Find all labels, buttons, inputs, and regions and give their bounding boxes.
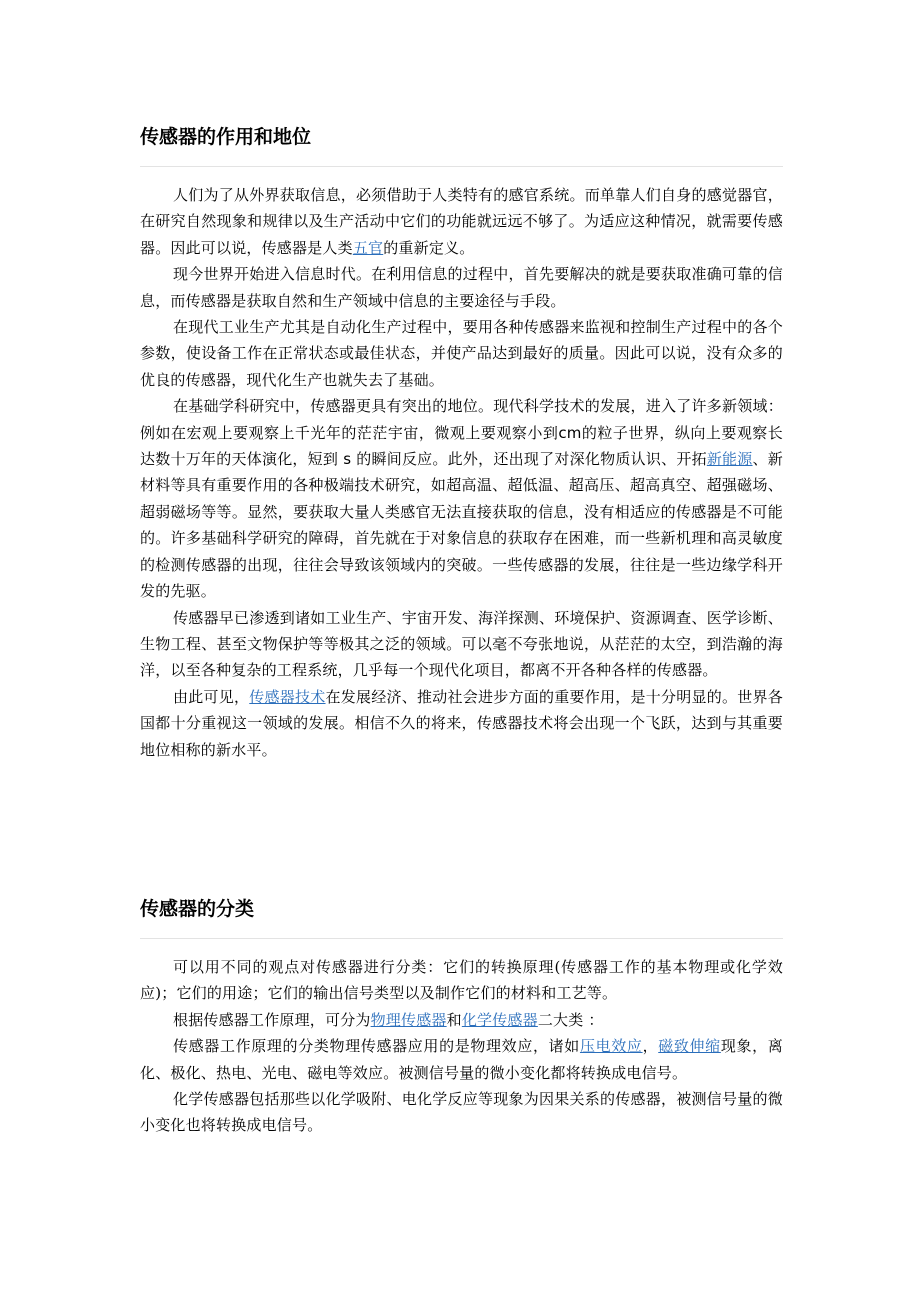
paragraph-text: 、新材料等具有重要作用的各种极端技术研究，如超高温、超低温、超高压、超高真空、超强磁场、超弱磁场等等。显然，要获取大量人类感官无法直接获取的信息，没有相适应的传感器是不可能的。许多基础科学研究的障碍，首先就在于对象信息的获取存在困难，而一些新机理和高灵敏度的检测传感器的出现，往往会导致该领域内的突破。一些传感器的发展，往往是一些边缘学科开发的先驱。 (140, 450, 783, 601)
text-link[interactable]: 新能源 (706, 450, 753, 469)
text-link[interactable]: 压电效应 (579, 1037, 643, 1056)
paragraph-text: ， (642, 1037, 659, 1056)
paragraph-text: 的瞬间反应。此外，还出现了对深化物质认识、开拓 (351, 450, 707, 469)
section-role-and-status (140, 125, 783, 763)
paragraph-text: 现象，离化、极化、热电、光电、磁电等效应。被测信号量的微小变化都将转换成电信号。 (140, 1037, 783, 1082)
section-body (140, 954, 783, 1139)
unit-text: cm (558, 423, 582, 442)
paragraph (140, 182, 783, 261)
unit-text: s (343, 450, 352, 469)
paragraph (140, 1007, 783, 1033)
paragraph-text: 传感器工作原理的分类物理传感器应用的是物理效应，诸如 (173, 1037, 580, 1056)
divider (140, 938, 783, 939)
paragraph-text: 的重新定义。 (383, 238, 475, 257)
paragraph-text: 和 (446, 1010, 462, 1029)
paragraph-text: 二大类 ： (537, 1010, 604, 1029)
paragraph (140, 954, 783, 1007)
paragraph-text: 人们为了从外界获取信息，必须借助于人类特有的感官系统。而单靠人们自身的感觉器官，在研究自然现象和规律以及生产活动中它们的功能就远远不够了。为适应这种情况，就需要传感器。因此可以说，传感器是人类 (140, 186, 783, 257)
paragraph-text: 在基础学科研究中，传感器更具有突出的地位。现代科学技术的发展，进入了许多新领域：例如在宏观上要观察上千光年的茫茫宇宙，微观上要观察小到 (140, 397, 783, 442)
paragraph (140, 261, 783, 314)
paragraph (140, 684, 783, 763)
section-classification (140, 897, 783, 1139)
paragraph-text: 根据传感器工作原理，可分为 (173, 1010, 371, 1029)
text-link[interactable]: 磁致伸缩 (658, 1037, 721, 1056)
paragraph-text: 在现代工业生产尤其是自动化生产过程中，要用各种传感器来监视和控制生产过程中的各个参数，使设备工作在正常状态或最佳状态，并使产品达到最好的质量。因此可以说，没有众多的优良的传感器，现代化生产也就失去了基础。 (140, 318, 783, 389)
paragraph-text: 的粒子世界，纵向上要观察长达数十万年的天体演化，短到 (140, 423, 784, 469)
paragraph (140, 1086, 783, 1139)
text-link[interactable]: 物理传感器 (370, 1010, 447, 1029)
text-link[interactable]: 传感器技术 (249, 687, 326, 706)
paragraph-text: 传感器早已渗透到诸如工业生产、宇宙开发、海洋探测、环境保护、资源调查、医学诊断、生物工程、甚至文物保护等等极其之泛的领域。可以毫不夸张地说，从茫茫的太空，到浩瀚的海洋，以至各种复杂的工程系统，几乎每一个现代化项目，都离不开各种各样的传感器。 (140, 608, 783, 680)
paragraph-text: 化学传感器包括那些以化学吸附、电化学反应等现象为因果关系的传感器，被测信号量的微小变化也将转换成电信号。 (140, 1090, 783, 1135)
paragraph-text: 现今世界开始进入信息时代。在利用信息的过程中，首先要解决的就是要获取准确可靠的信息，而传感器是获取自然和生产领域中信息的主要途径与手段。 (140, 265, 783, 310)
paragraph (140, 605, 783, 684)
paragraph (140, 1033, 783, 1086)
paragraph (140, 314, 783, 393)
section-body (140, 182, 783, 763)
section-title: 传感器的分类 (140, 898, 255, 920)
paragraph-text: 在发展经济、推动社会进步方面的重要作用，是十分明显的。世界各国都十分重视这一领域的发展。相信不久的将来，传感器技术将会出现一个飞跃，达到与其重要地位相称的新水平。 (140, 687, 783, 759)
divider (140, 166, 783, 167)
text-link[interactable]: 五官 (352, 238, 384, 257)
section-title: 传感器的作用和地位 (140, 126, 312, 148)
text-link[interactable]: 化学传感器 (461, 1010, 538, 1029)
paragraph (140, 393, 783, 604)
paragraph-text: 由此可见， (173, 687, 250, 706)
paragraph-text: 可以用不同的观点对传感器进行分类：它们的转换原理(传感器工作的基本物理或化学效应)；它们的用途；它们的输出信号类型以及制作它们的材料和工艺等。 (140, 958, 783, 1003)
